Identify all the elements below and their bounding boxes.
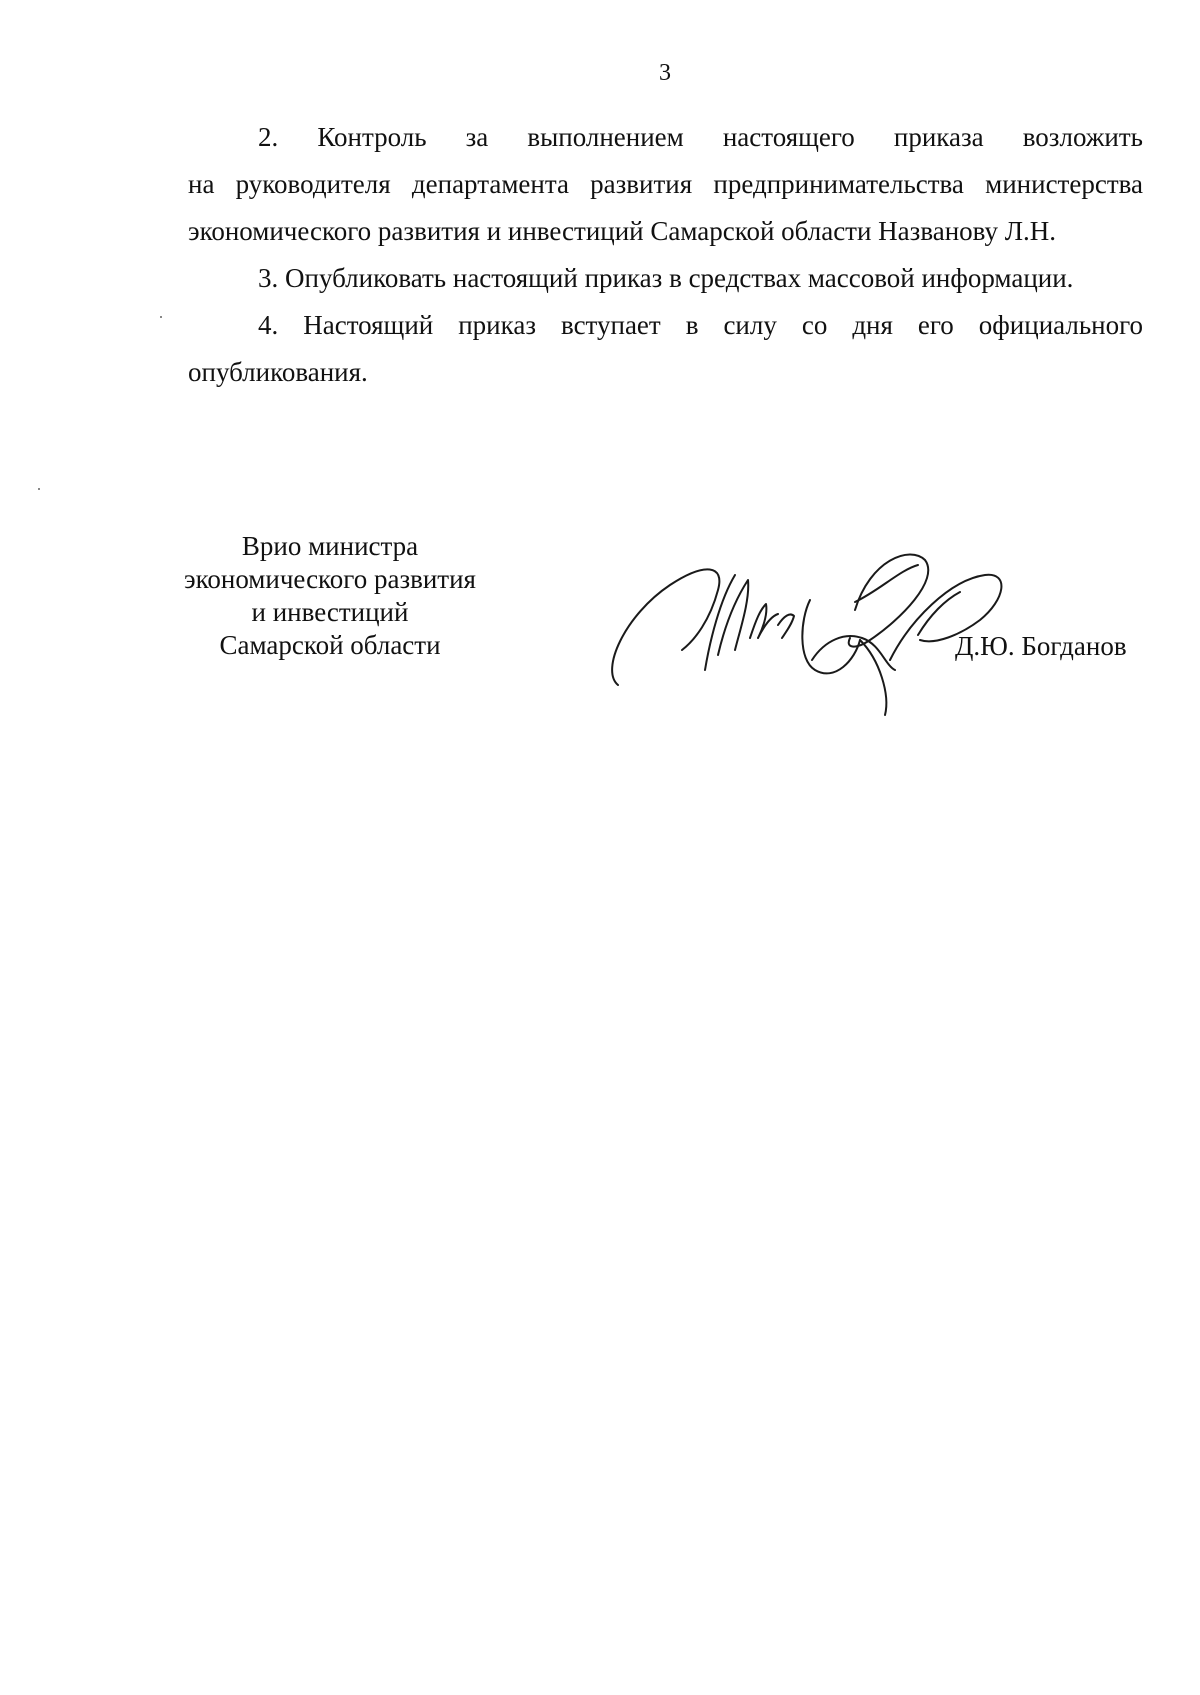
signatory-position-line: и инвестиций <box>251 597 409 627</box>
paragraph-3-line-1: 3. Опубликовать настоящий приказ в средствах массовой информации. <box>258 263 1074 293</box>
document-body <box>188 114 1143 396</box>
paragraph-4-line-1: 4. Настоящий приказ вступает в силу со дня его официального <box>258 310 1143 340</box>
scan-speck <box>160 316 162 318</box>
scan-speck <box>38 488 40 490</box>
paragraph-2-line-2: на руководителя департамента развития предпринимательства министерства <box>188 169 1143 199</box>
page-number: 3 <box>659 60 671 86</box>
signatory-name: Д.Ю. Богданов <box>955 631 1127 661</box>
handwritten-signature <box>600 520 1060 720</box>
paragraph-2 <box>188 114 1143 255</box>
signatory-position-line: Врио министра <box>241 531 419 561</box>
paragraph-4-line-2: опубликования. <box>188 357 368 387</box>
signatory-position <box>160 530 500 662</box>
paragraph-3 <box>188 255 1143 302</box>
paragraph-2-line-1: 2. Контроль за выполнением настоящего приказа возложить <box>258 122 1143 152</box>
signatory-position-line: экономического развития <box>184 564 476 594</box>
signatory-position-line: Самарской области <box>219 630 441 660</box>
paragraph-2-line-3: экономического развития и инвестиций Самарской области Названову Л.Н. <box>188 216 1057 246</box>
paragraph-4 <box>188 302 1143 396</box>
